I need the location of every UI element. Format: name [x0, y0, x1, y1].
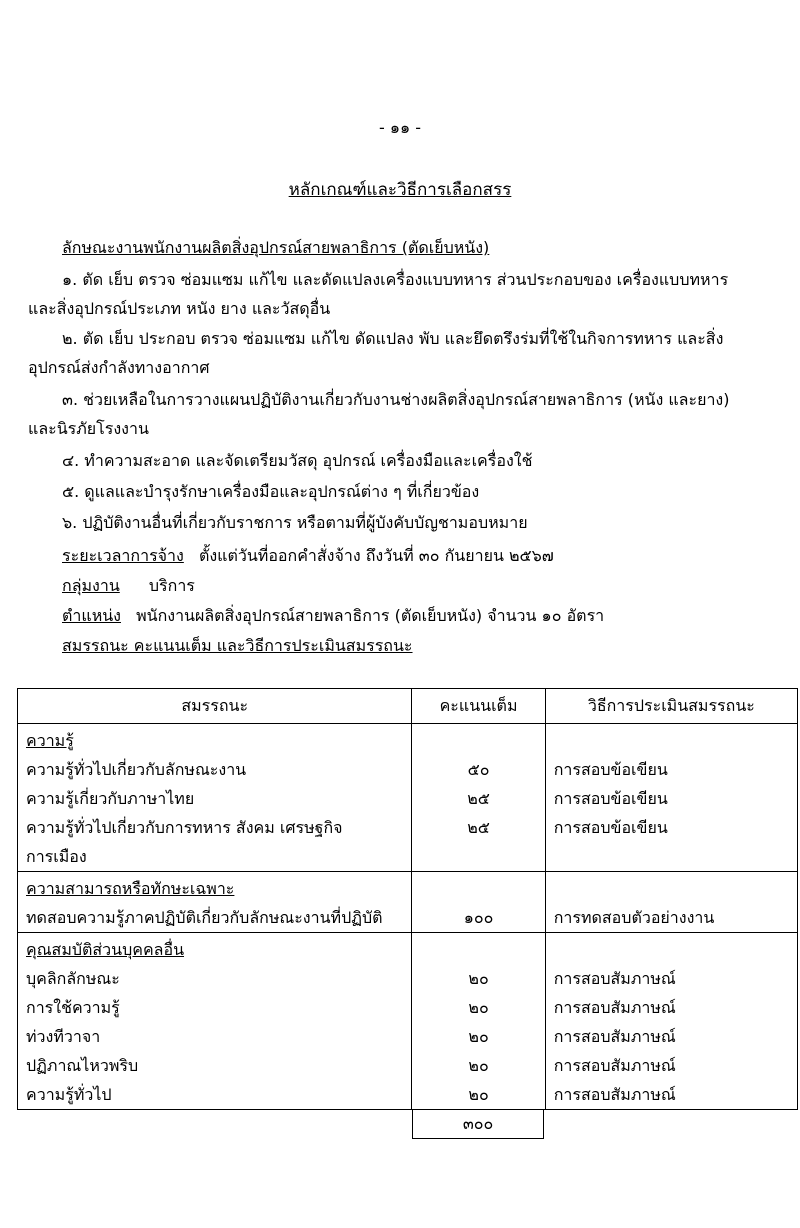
- competency-name: ความรู้เกี่ยวกับภาษาไทย: [26, 789, 195, 808]
- table-row: [18, 724, 798, 872]
- work-group-row: [62, 574, 195, 599]
- score-cell: [412, 872, 545, 933]
- group-heading: คุณสมบัติส่วนบุคคลอื่น: [26, 940, 185, 959]
- duty-item: [28, 446, 788, 475]
- duty-text: ๖. ปฏิบัติงานอื่นที่เกี่ยวกับราชการ หรือตามที่ผู้บังคับบัญชามอบหมาย: [62, 513, 528, 532]
- full-score: ๒๕: [467, 818, 490, 837]
- full-score: ๒๐: [468, 1027, 489, 1046]
- duty-text: ๒. ตัด เย็บ ประกอบ ตรวจ ซ่อมแซม แก้ไข ดัดแปลง พับ และยึดตรึงร่มที่ใช้ในกิจการทหาร และสิ่ง: [62, 329, 724, 348]
- employment-period-row: [62, 544, 554, 569]
- group-heading: ความสามารถหรือทักษะเฉพาะ: [26, 879, 235, 898]
- full-score: ๕๐: [467, 760, 490, 779]
- competency-table: [17, 688, 798, 1110]
- position-value: พนักงานผลิตสิ่งอุปกรณ์สายพลาธิการ (ตัดเย็บหนัง) จำนวน ๑๐ อัตรา: [136, 606, 605, 625]
- competency-name: การใช้ความรู้: [26, 998, 120, 1017]
- assessment-method: การสอบข้อเขียน: [553, 818, 668, 837]
- assessment-method: การสอบสัมภาษณ์: [553, 1027, 676, 1046]
- competency-name: ทดสอบความรู้ภาคปฏิบัติเกี่ยวกับลักษณะงานที่ปฏิบัติ: [26, 908, 383, 927]
- job-description-heading: ลักษณะงานพนักงานผลิตสิ่งอุปกรณ์สายพลาธิการ (ตัดเย็บหนัง): [62, 238, 490, 257]
- employment-period-label: ระยะเวลาการจ้าง: [62, 546, 184, 565]
- method-cell: [545, 872, 797, 933]
- assessment-method: การสอบข้อเขียน: [553, 789, 668, 808]
- column-header-full-score: คะแนนเต็ม: [412, 689, 545, 724]
- full-score: ๒๐: [468, 969, 489, 988]
- work-group-value: บริการ: [148, 576, 195, 595]
- duty-item: [28, 477, 788, 506]
- position-row: [62, 604, 604, 629]
- score-cell: [412, 933, 545, 1110]
- position-label: ตำแหน่ง: [62, 606, 121, 625]
- page-number: - ๑๑ -: [378, 118, 422, 137]
- duty-text: ๕. ดูแลและบำรุงรักษาเครื่องมือและอุปกรณ์ต่าง ๆ ที่เกี่ยวข้อง: [62, 482, 480, 501]
- assessment-method: การทดสอบตัวอย่างงาน: [553, 908, 715, 927]
- duty-text-continued: และสิ่งอุปกรณ์ประเภท หนัง ยาง และวัสดุอื่น: [28, 299, 331, 318]
- competency-name-continued: การเมือง: [26, 847, 87, 866]
- assessment-method: การสอบสัมภาษณ์: [553, 1085, 676, 1104]
- full-score: ๒๐: [468, 998, 489, 1017]
- method-cell: [545, 933, 797, 1110]
- column-header-competency: สมรรถนะ: [18, 689, 412, 724]
- employment-period-value: ตั้งแต่วันที่ออกคำสั่งจ้าง ถึงวันที่ ๓๐ กันยายน ๒๕๖๗: [198, 546, 554, 565]
- document-title: หลักเกณฑ์และวิธีการเลือกสรร: [288, 180, 512, 200]
- full-score: ๑๐๐: [463, 908, 494, 927]
- duties-list: [28, 265, 788, 537]
- work-group-label: กลุ่มงาน: [62, 576, 120, 595]
- assessment-method: การสอบสัมภาษณ์: [553, 1056, 676, 1075]
- column-header-assessment-method: วิธีการประเมินสมรรถนะ: [545, 689, 797, 724]
- assessment-method: การสอบสัมภาษณ์: [553, 998, 676, 1017]
- duty-item: [28, 508, 788, 537]
- duty-text-continued: อุปกรณ์ส่งกำลังทางอากาศ: [28, 358, 210, 377]
- group-heading: ความรู้: [26, 731, 74, 750]
- duty-item: [28, 324, 788, 382]
- duty-text: ๑. ตัด เย็บ ตรวจ ซ่อมแซม แก้ไข และดัดแปลงเครื่องแบบทหาร ส่วนประกอบของ เครื่องแบบทหาร: [62, 270, 729, 289]
- assessment-method: การสอบข้อเขียน: [553, 760, 668, 779]
- total-score: ๓๐๐: [412, 1109, 544, 1139]
- competency-name: ความรู้ทั่วไป: [26, 1085, 112, 1104]
- table-row: [18, 933, 798, 1110]
- full-score: ๒๐: [468, 1085, 489, 1104]
- full-score: ๒๐: [468, 1056, 489, 1075]
- competency-name: ปฏิภาณไหวพริบ: [26, 1056, 139, 1075]
- competency-name: ท่วงทีวาจา: [26, 1027, 101, 1046]
- competency-heading: สมรรถนะ คะแนนเต็ม และวิธีการประเมินสมรรถนะ: [62, 636, 413, 655]
- competency-name: ความรู้ทั่วไปเกี่ยวกับลักษณะงาน: [26, 760, 247, 779]
- duty-text: ๔. ทำความสะอาด และจัดเตรียมวัสดุ อุปกรณ์ เครื่องมือและเครื่องใช้: [62, 451, 533, 470]
- score-cell: [412, 724, 545, 872]
- full-score: ๒๕: [467, 789, 490, 808]
- duty-item: [28, 265, 788, 323]
- duty-item: [28, 385, 788, 443]
- competency-cell: [18, 872, 412, 933]
- method-cell: [545, 724, 797, 872]
- table-header-row: [18, 689, 798, 724]
- competency-cell: [18, 933, 412, 1110]
- competency-name: บุคลิกลักษณะ: [26, 969, 120, 988]
- assessment-method: การสอบสัมภาษณ์: [553, 969, 676, 988]
- table-row: [18, 872, 798, 933]
- competency-cell: [18, 724, 412, 872]
- competency-name: ความรู้ทั่วไปเกี่ยวกับการทหาร สังคม เศรษฐกิจ: [26, 818, 343, 837]
- duty-text: ๓. ช่วยเหลือในการวางแผนปฏิบัติงานเกี่ยวกับงานช่างผลิตสิ่งอุปกรณ์สายพลาธิการ (หนัง และยาง): [62, 390, 730, 409]
- duty-text-continued: และนิรภัยโรงงาน: [28, 419, 149, 438]
